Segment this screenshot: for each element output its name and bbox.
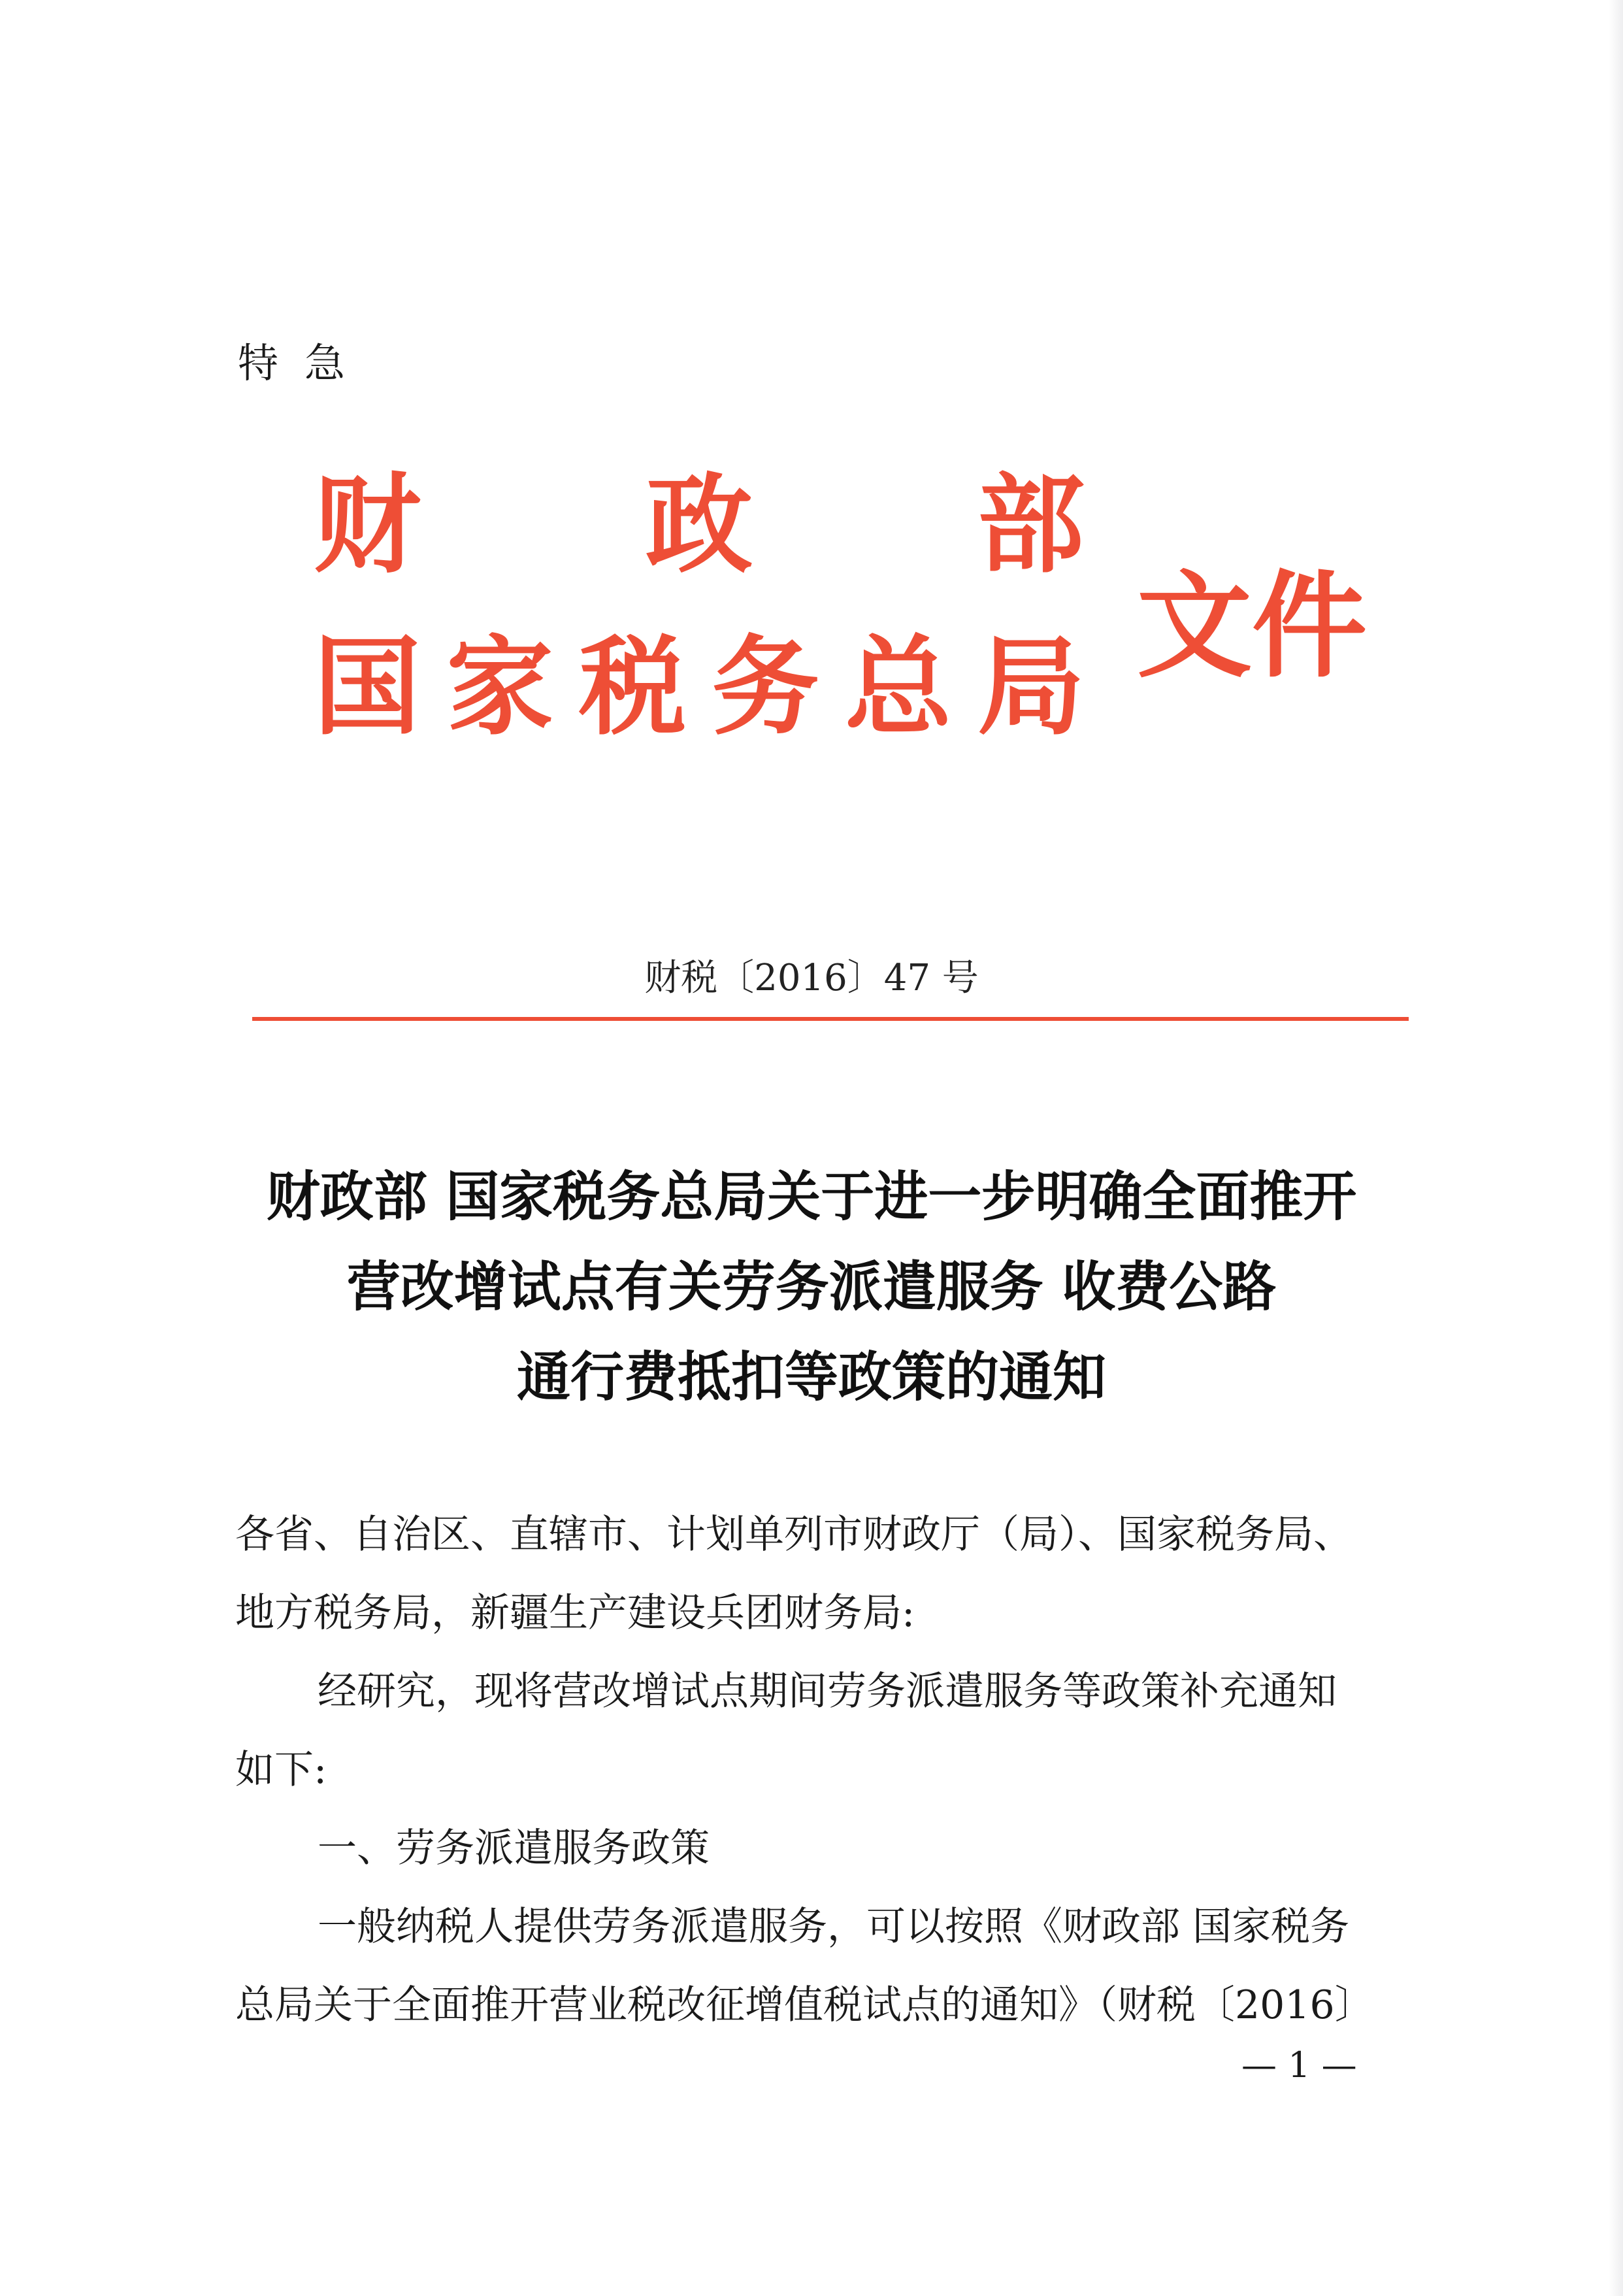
issuer-char: 家: [446, 624, 554, 750]
section1-line1: 一般纳税人提供劳务派遣服务，可以按照《财政部 国家税务: [318, 1904, 1350, 1950]
issuer-header-line2: [314, 624, 1085, 750]
issuer-char: 政: [645, 461, 753, 588]
issuer-char: 财: [314, 461, 421, 588]
document-number: 财税〔2016〕47 号: [644, 957, 979, 999]
intro-line1: 经研究，现将营改增试点期间劳务派遣服务等政策补充通知: [318, 1669, 1337, 1714]
addressee-line1: 各省、自治区、直辖市、计划单列市财政厅（局）、国家税务局、: [235, 1512, 1352, 1557]
page-edge-shadow: [1609, 0, 1623, 2296]
issuer-char: 局: [977, 624, 1085, 750]
issuer-char: 总: [844, 624, 952, 750]
document-title-line1: 财政部 国家税务总局关于进一步明确全面推开: [266, 1166, 1357, 1228]
section1-heading: 一、劳务派遣服务政策: [318, 1825, 710, 1871]
issuer-header-suffix: 文件: [1137, 558, 1368, 693]
addressee-line2: 地方税务局，新疆生产建设兵团财务局:: [235, 1590, 915, 1636]
urgency-label: 特急: [238, 339, 372, 387]
issuer-char: 务: [712, 624, 819, 750]
issuer-header-line1: [314, 461, 1085, 588]
page-number: — 1 —: [1241, 2044, 1357, 2086]
red-divider-line: [252, 1017, 1409, 1021]
issuer-char: 部: [977, 461, 1085, 588]
issuer-char: 国: [314, 624, 421, 750]
issuer-char: 税: [579, 624, 687, 750]
document-title-line2: 营改增试点有关劳务派遣服务 收费公路: [346, 1256, 1277, 1318]
document-title-line3: 通行费抵扣等政策的通知: [516, 1346, 1106, 1408]
section1-line2: 总局关于全面推开营业税改征增值税试点的通知》（财税〔2016〕: [235, 1982, 1374, 2028]
intro-line2: 如下:: [235, 1747, 327, 1793]
